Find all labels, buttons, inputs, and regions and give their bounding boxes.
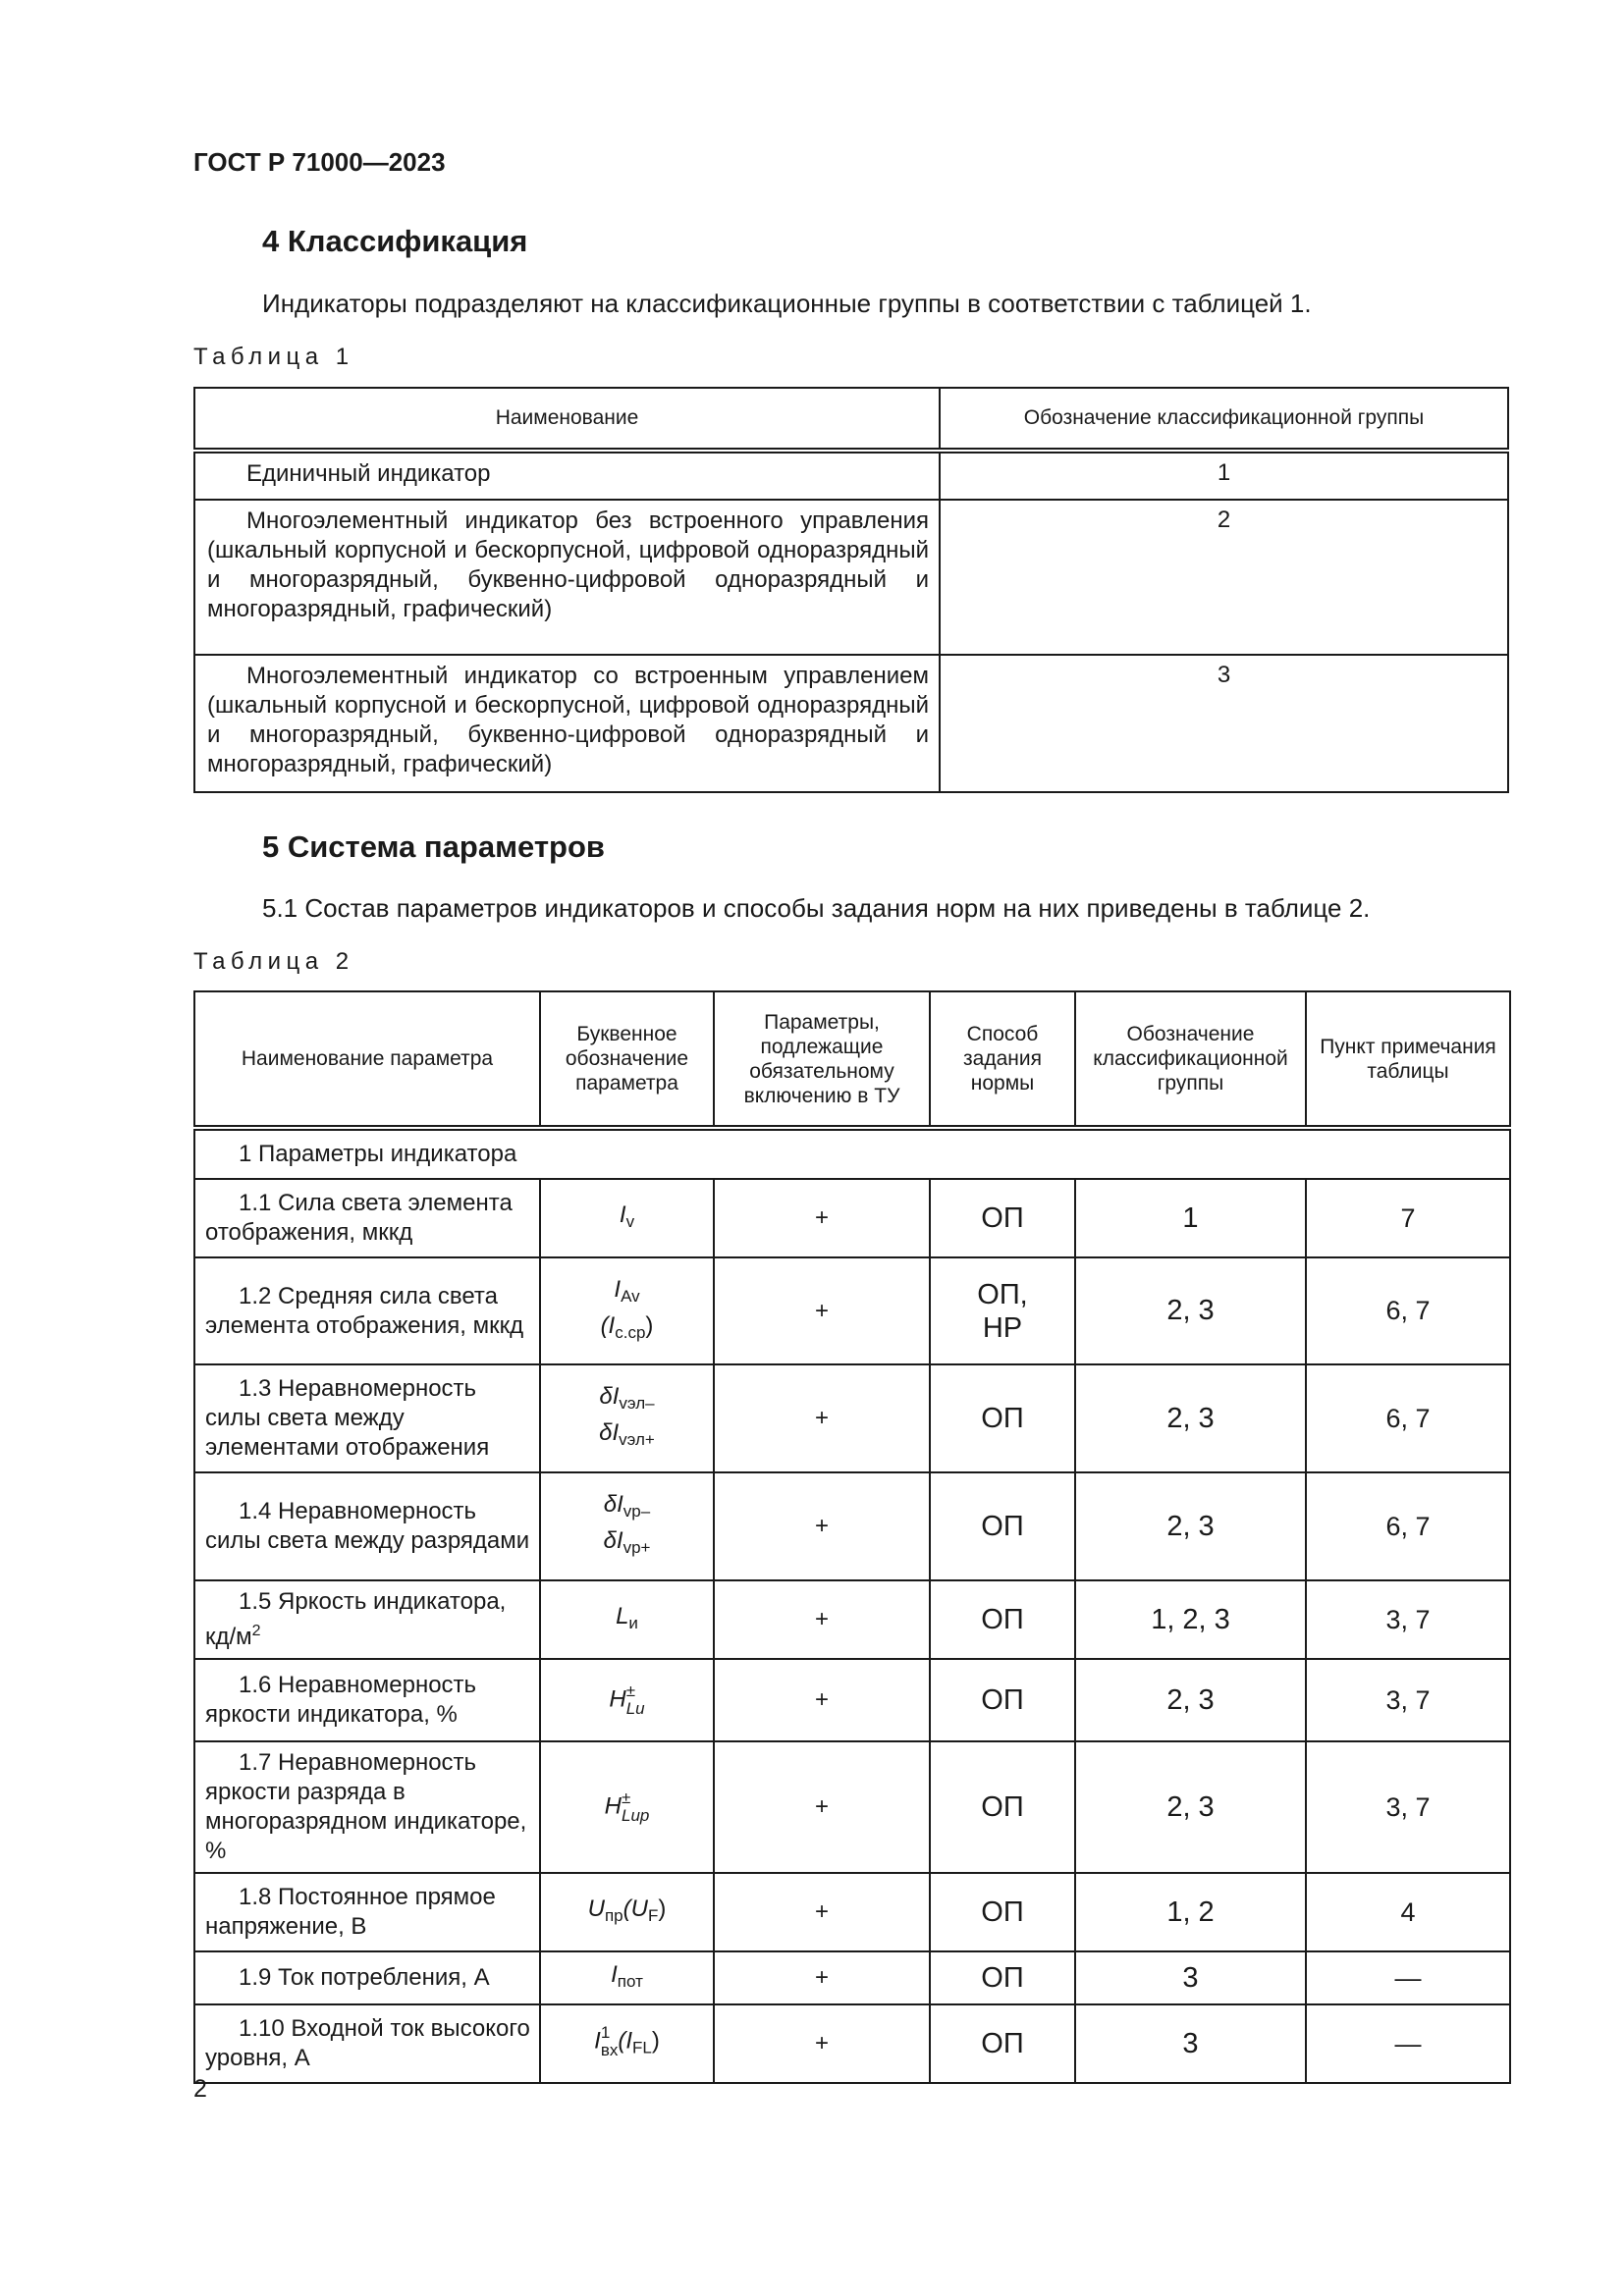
table-row <box>194 451 1508 500</box>
table-row <box>194 1873 1510 1951</box>
table-2-header-cell: Пункт примечания таблицы <box>1306 991 1510 1128</box>
table-1-code-cell: 2 <box>940 500 1508 655</box>
parameter-name: 1.3 Неравномерность силы света между элементами отображения <box>194 1364 540 1472</box>
classification-group: 3 <box>1075 1951 1306 2004</box>
table-row <box>194 1257 1510 1364</box>
norm-method: ОП <box>930 1472 1075 1580</box>
note-ref: 6, 7 <box>1306 1364 1510 1472</box>
classification-group: 2, 3 <box>1075 1257 1306 1364</box>
mandatory-mark: + <box>714 1364 930 1472</box>
section-4-intro: Индикаторы подразделяют на классификационные группы в соответствии с таблицей 1. <box>262 289 1312 318</box>
table-1-header-name: Наименование <box>194 388 940 451</box>
document-id: ГОСТ Р 71000—2023 <box>193 147 446 177</box>
classification-group: 1, 2, 3 <box>1075 1580 1306 1659</box>
note-ref: 7 <box>1306 1179 1510 1257</box>
classification-group: 2, 3 <box>1075 1472 1306 1580</box>
table-1-header-row <box>194 388 1508 451</box>
classification-group: 1, 2 <box>1075 1873 1306 1951</box>
note-ref: — <box>1306 2004 1510 2083</box>
section-5-intro: 5.1 Состав параметров индикаторов и способы задания норм на них приведены в таблице 2. <box>262 893 1371 923</box>
table-row <box>194 500 1508 655</box>
parameter-symbol: $\delta I_{vэл-}$ $\delta I_{vэл+}$ <box>540 1364 714 1472</box>
note-ref: 4 <box>1306 1873 1510 1951</box>
classification-group: 1 <box>1075 1179 1306 1257</box>
table-2-header-cell: Способ задания нормы <box>930 991 1075 1128</box>
parameter-symbol: $I_v$ <box>540 1179 714 1257</box>
note-ref: 3, 7 <box>1306 1659 1510 1741</box>
classification-group: 2, 3 <box>1075 1364 1306 1472</box>
table-1-header-code: Обозначение классификационной группы <box>940 388 1508 451</box>
mandatory-mark: + <box>714 1951 930 2004</box>
mandatory-mark: + <box>714 1580 930 1659</box>
classification-group: 2, 3 <box>1075 1741 1306 1873</box>
norm-method: ОП <box>930 1179 1075 1257</box>
table-2-caption: Таблица 2 <box>193 948 354 975</box>
table-row <box>194 1580 1510 1659</box>
table-2-header-row <box>194 991 1510 1128</box>
table-2-header-cell: Обозначение классификационной группы <box>1075 991 1306 1128</box>
norm-method: ОП, НР <box>930 1257 1075 1364</box>
mandatory-mark: + <box>714 1257 930 1364</box>
note-ref: 3, 7 <box>1306 1580 1510 1659</box>
section-4-title: 4 Классификация <box>262 224 528 258</box>
parameter-symbol: H± Lи <box>540 1659 714 1741</box>
parameter-name: 1.7 Неравномерность яркости разряда в многоразрядном индикаторе, % <box>194 1741 540 1873</box>
table-2-header-cell: Буквенное обозначение параметра <box>540 991 714 1128</box>
table-row <box>194 1179 1510 1257</box>
parameter-symbol: $I_{Av}$ $(I_{с.ср})$ <box>540 1257 714 1364</box>
parameter-name: 1.9 Ток потребления, А <box>194 1951 540 2004</box>
norm-method: ОП <box>930 1659 1075 1741</box>
norm-method: ОП <box>930 1580 1075 1659</box>
table-1-name-cell: Единичный индикатор <box>194 451 940 500</box>
classification-group: 3 <box>1075 2004 1306 2083</box>
mandatory-mark: + <box>714 1873 930 1951</box>
parameter-name: 1.1 Сила света элемента отображения, мккд <box>194 1179 540 1257</box>
section-5-title: 5 Система параметров <box>262 829 605 864</box>
table-2-header-cell: Параметры, подлежащие обязательному включению в ТУ <box>714 991 930 1128</box>
classification-table <box>193 387 1509 793</box>
table-row <box>194 1472 1510 1580</box>
parameter-name: 1.4 Неравномерность силы света между разрядами <box>194 1472 540 1580</box>
norm-method: ОП <box>930 1951 1075 2004</box>
note-ref: 6, 7 <box>1306 1472 1510 1580</box>
parameter-symbol: $\delta I_{vр-}$ $\delta I_{vр+}$ <box>540 1472 714 1580</box>
table-1-name-cell: Многоэлементный индикатор без встроенного управления (шкальный корпусной и бескорпусной, цифровой одноразрядный и многоразрядный, буквенно-цифровой одноразрядный и многоразрядный, графический) <box>194 500 940 655</box>
parameter-name: 1.6 Неравномерность яркости индикатора, % <box>194 1659 540 1741</box>
table-row <box>194 1741 1510 1873</box>
note-ref: 6, 7 <box>1306 1257 1510 1364</box>
parameter-name: 1.5 Яркость индикатора, $кд/м^2$ <box>194 1580 540 1659</box>
note-ref: 3, 7 <box>1306 1741 1510 1873</box>
parameter-symbol: H± Lир <box>540 1741 714 1873</box>
parameter-symbol: I1 $вх(I_{FL})$ <box>540 2004 714 2083</box>
table-1-caption: Таблица 1 <box>193 344 354 370</box>
mandatory-mark: + <box>714 1741 930 1873</box>
mandatory-mark: + <box>714 1179 930 1257</box>
table-1-code-cell: 1 <box>940 451 1508 500</box>
norm-method: ОП <box>930 2004 1075 2083</box>
norm-method: ОП <box>930 1364 1075 1472</box>
table-2-header-cell: Наименование параметра <box>194 991 540 1128</box>
parameter-name: 1.10 Входной ток высокого уровня, А <box>194 2004 540 2083</box>
table-row <box>194 655 1508 792</box>
parameters-table <box>193 990 1511 2084</box>
table-row <box>194 2004 1510 2083</box>
table-row <box>194 1951 1510 2004</box>
parameter-name: 1.2 Средняя сила света элемента отображения, мккд <box>194 1257 540 1364</box>
mandatory-mark: + <box>714 1472 930 1580</box>
parameter-name: 1.8 Постоянное прямое напряжение, В <box>194 1873 540 1951</box>
page-number: 2 <box>193 2075 207 2103</box>
mandatory-mark: + <box>714 1659 930 1741</box>
table-row <box>194 1659 1510 1741</box>
table-2-group-row <box>194 1128 1510 1179</box>
parameter-symbol: $L_и$ <box>540 1580 714 1659</box>
norm-method: ОП <box>930 1873 1075 1951</box>
table-2-group-title: 1 Параметры индикатора <box>194 1128 1510 1179</box>
note-ref: — <box>1306 1951 1510 2004</box>
norm-method: ОП <box>930 1741 1075 1873</box>
table-row <box>194 1364 1510 1472</box>
parameter-symbol: $I_{пот}$ <box>540 1951 714 2004</box>
parameter-symbol: $U_{пр}(U_F)$ <box>540 1873 714 1951</box>
mandatory-mark: + <box>714 2004 930 2083</box>
table-1-name-cell: Многоэлементный индикатор со встроенным управлением (шкальный корпусной и бескорпусной, цифровой одноразрядный и многоразрядный, буквенно-цифровой одноразрядный и многоразрядный, графический) <box>194 655 940 792</box>
classification-group: 2, 3 <box>1075 1659 1306 1741</box>
table-1-code-cell: 3 <box>940 655 1508 792</box>
